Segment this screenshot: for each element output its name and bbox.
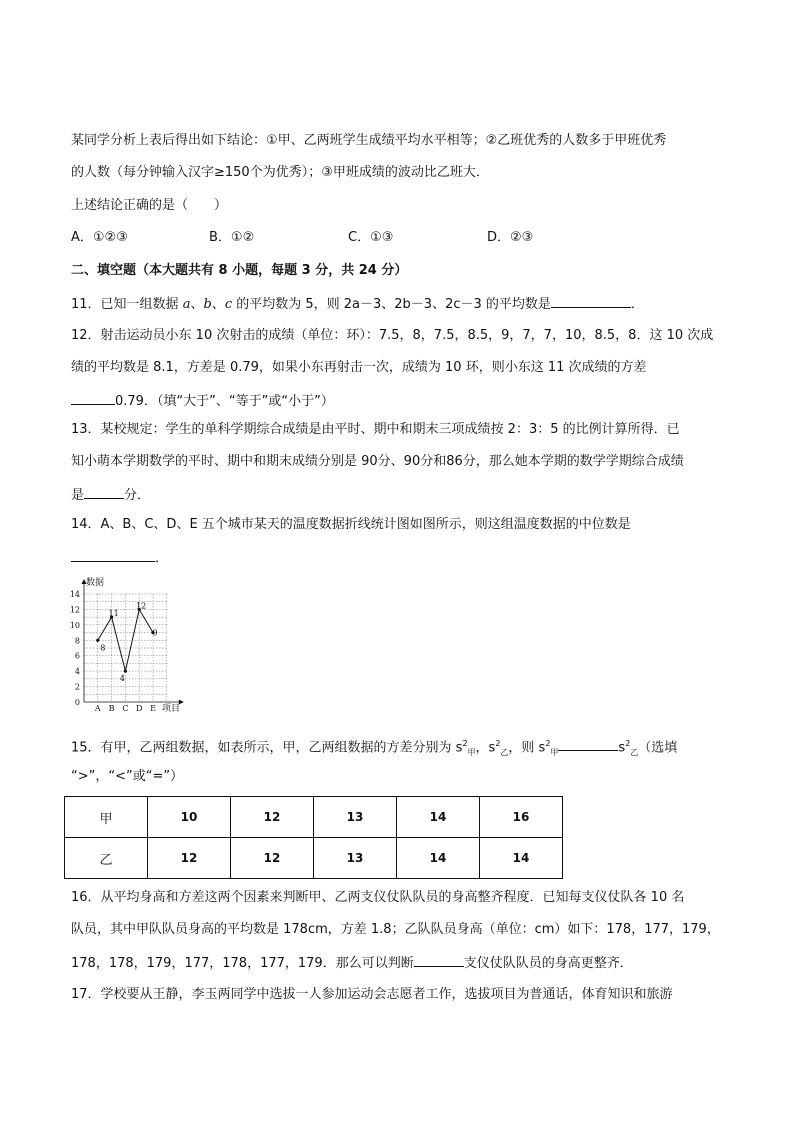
q15-sub-jia-2: 甲: [550, 747, 559, 757]
table-cell: 13: [314, 797, 397, 838]
q11-sep2: 、: [211, 297, 225, 312]
y-tick-label: 14: [69, 590, 80, 599]
data-label: 12: [136, 601, 147, 611]
q11-end: ．: [630, 297, 644, 312]
q16-line2: 队员，其中甲队队员身高的平均数是 178cm，方差 1.8；乙队队员身高（单位：cm）如下：178，177，179，: [71, 922, 720, 937]
table-row-label: 乙: [65, 838, 148, 879]
q13-answer-blank[interactable]: [84, 485, 124, 499]
y-tick-label: 8: [74, 636, 80, 646]
q15-line2: “>”，“<”或“=”）: [71, 769, 184, 784]
q13-line3-post: 分．: [124, 488, 151, 503]
q12-line1: 12．射击运动员小东 10 次射击的成绩（单位：环）：7.5，8，7.5，8.5，9，7，7，10，8.5，8．这 10 次成: [71, 328, 714, 343]
q16-line3-post: 支仪仗队队员的身高更整齐．: [463, 956, 633, 971]
table-cell: 13: [314, 838, 397, 879]
q11-mid: 的平均数为 5，则 2a－3、2b－3、2c－3 的平均数是: [232, 297, 551, 312]
section-title: 二、填空题（本大题共有 8 小题，每题 3 分，共 24 分）: [71, 263, 408, 278]
q11-pre: 11．已知一组数据: [71, 297, 183, 312]
y-tick-label: 4: [74, 667, 80, 677]
chart-y-ticks: [70, 590, 80, 707]
q15-sub-jia-1: 甲: [467, 747, 476, 757]
q10-option-b[interactable]: B．①②: [209, 230, 255, 245]
x-tick-label: D: [135, 704, 143, 713]
q11-var-b: b: [203, 297, 212, 312]
q11: [71, 294, 644, 314]
table-row: [65, 838, 563, 879]
x-tick-label: B: [108, 704, 115, 713]
q12-line3: [71, 391, 334, 411]
q15-sup-4: 2: [625, 739, 631, 748]
q15-text: 15．有甲，乙两组数据，如表所示，甲，乙两组数据的方差分别为 s: [71, 740, 463, 756]
q10-option-c[interactable]: C．①③: [348, 230, 394, 245]
q15-answer-blank[interactable]: [558, 737, 618, 751]
q15-comma: ，s: [475, 740, 496, 756]
table-row-label: 甲: [65, 797, 148, 838]
data-label: 4: [119, 674, 125, 684]
y-tick-label: 12: [69, 605, 80, 615]
q15-sup-2: 2: [495, 739, 501, 748]
q15-s-letter: s: [618, 740, 626, 756]
q13-line1: 13．某校规定：学生的单科学期综合成绩是由平时、期中和期末三项成绩按 2：3：5 的比例计算所得．已: [71, 422, 680, 437]
chart-grid: [84, 594, 167, 702]
x-tick-label: C: [122, 704, 129, 713]
q17-line1: 17．学校要从王静，李玉两同学中选拔一人参加运动会志愿者工作，选拔项目为普通话，体育知识和旅游: [71, 987, 673, 1002]
q10-text-line1: 某同学分析上表后得出如下结论：①甲、乙两班学生成绩平均水平相等；②乙班优秀的人数多于甲班优秀: [71, 133, 667, 148]
q14-answer-blank[interactable]: [71, 548, 155, 562]
chart-series: [96, 601, 157, 683]
q14-end: ．: [155, 551, 169, 566]
data-label: 11: [108, 609, 119, 619]
q11-answer-blank[interactable]: [551, 294, 631, 308]
table-cell: 14: [397, 797, 480, 838]
q12-line2: 绩的平均数是 8.1，方差是 0.79，如果小东再射击一次，成绩为 10 环，则小东这 11 次成绩的方差: [71, 360, 647, 375]
q14-line2: [71, 548, 168, 568]
chart-x-ticks: [94, 704, 156, 713]
q13-line3: [71, 485, 150, 505]
q14-line1: 14．A、B、C、D、E 五个城市某天的温度数据折线统计图如图所示，则这组温度数据的中位数是: [71, 517, 631, 532]
q11-var-c: c: [224, 297, 233, 312]
q15-line1: [71, 735, 677, 762]
q16-answer-blank[interactable]: [414, 953, 464, 967]
data-label: 8: [100, 643, 106, 653]
data-point: [96, 639, 99, 642]
y-tick-label: 10: [69, 620, 80, 630]
q16-line3-pre: 178，178，179，177，178，177，179．那么可以判断: [71, 956, 414, 971]
q15-data-table: [64, 796, 563, 879]
q11-sep1: 、: [190, 297, 204, 312]
q12-line3-text: 0.79．（填“大于”、“等于”或“小于”）: [115, 394, 334, 409]
q13-line3-pre: 是: [71, 488, 85, 503]
y-tick-label: 0: [74, 698, 80, 707]
q10-question: 上述结论正确的是（ ）: [71, 198, 228, 213]
table-cell: 12: [231, 838, 314, 879]
data-point: [124, 670, 127, 673]
q15-sup-3: 2: [545, 739, 551, 748]
q16-line1: 16．从平均身高和方差这两个因素来判断甲、乙两支仪仗队队员的身高整齐程度．已知每支仪仗队各 10 名: [71, 890, 685, 905]
chart-y-label: 数据: [86, 578, 105, 588]
table-cell: 10: [148, 797, 231, 838]
q15-sub-yi-1: 乙: [500, 747, 509, 757]
table-cell: 14: [480, 838, 563, 879]
q15-sup-1: 2: [462, 739, 468, 748]
q12-answer-blank[interactable]: [71, 391, 115, 405]
q15-then: ，则 s: [508, 740, 546, 756]
x-tick-label: A: [94, 704, 101, 713]
y-tick-label: 2: [74, 682, 80, 692]
q10-option-d[interactable]: D．②③: [487, 230, 534, 245]
q10-option-a[interactable]: A．①②③: [71, 230, 128, 245]
table-row: [65, 797, 563, 838]
table-cell: 12: [148, 838, 231, 879]
q13-line2: 知小萌本学期数学的平时、期中和期末成绩分别是 90分、90分和86分，那么她本学期的数学学期综合成绩: [71, 454, 684, 469]
chart-axes: [82, 579, 184, 705]
x-tick-label: E: [150, 704, 156, 713]
chart-x-label: 项目: [162, 704, 181, 714]
q10-text-line2: 的人数（每分钟输入汉字≥150个为优秀）；③甲班成绩的波动比乙班大．: [71, 165, 489, 180]
data-label: 9: [152, 628, 158, 638]
y-tick-label: 6: [74, 651, 80, 661]
table-cell: 12: [231, 797, 314, 838]
q11-var-a: a: [182, 297, 191, 312]
table-cell: 16: [480, 797, 563, 838]
table-cell: 14: [397, 838, 480, 879]
temperature-line-chart: [62, 574, 192, 716]
q15-after: （选填: [638, 740, 678, 756]
q15-sub-yi-2: 乙: [630, 747, 639, 757]
q16-line3: [71, 953, 633, 973]
